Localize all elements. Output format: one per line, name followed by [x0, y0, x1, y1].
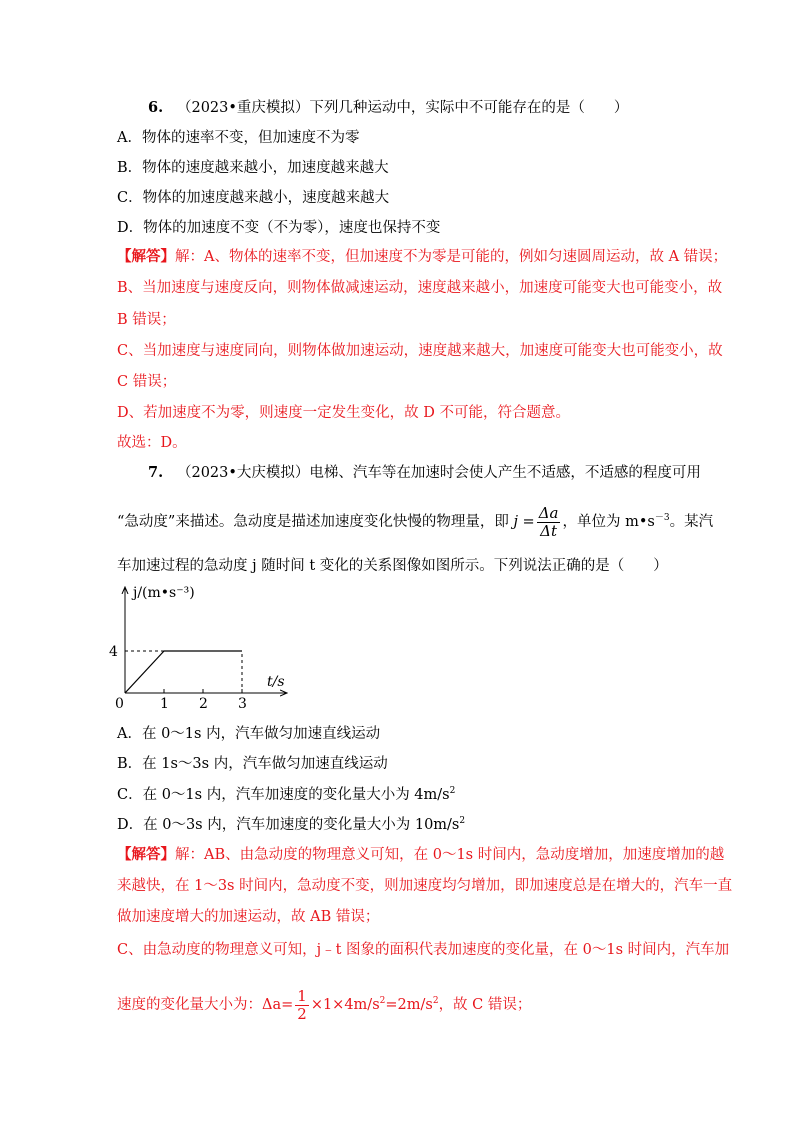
q7-option-c-text: C．在 0～1s 内，汽车加速度的变化量大小为 4m/s [117, 787, 450, 803]
x-axis-label: t/s [267, 674, 285, 690]
jerk-fraction [537, 505, 561, 540]
half-denominator: 2 [297, 1004, 307, 1023]
q6-stem-text: （2023•重庆模拟）下列几种运动中，实际中不可能存在的是（ ） [176, 100, 629, 116]
q6-stem [148, 98, 628, 118]
q6-answer-line-1 [117, 247, 727, 267]
x-tick-label: 3 [238, 696, 247, 712]
q7-option-d-text: D．在 0～3s 内，汽车加速度的变化量大小为 10m/s [117, 817, 460, 833]
q6-answer-text: 解：A、物体的速率不变，但加速度不为零是可能的，例如匀速圆周运动，故 A 错误； [175, 249, 728, 265]
q6-option-c: C．物体的加速度越来越小，速度越来越大 [117, 190, 390, 206]
q6-option-a: A．物体的速率不变，但加速度不为零 [117, 130, 360, 146]
q7-option-b [117, 754, 388, 774]
q6-option-b: B．物体的速度越来越小，加速度越来越大 [117, 160, 389, 176]
q6-answer-line-2: B、当加速度与速度反向，则物体做减速运动，速度越来越小，加速度可能变大也可能变小，故 [117, 280, 723, 296]
q7-option-a [117, 724, 380, 744]
origin-label: 0 [115, 696, 124, 712]
q7-stem-text-2c: 。某汽 [669, 514, 714, 530]
q6-answer-line-6: D、若加速度不为零，则速度一定发生变化，故 D 不可能，符合题意。 [117, 405, 570, 421]
fraction-numerator: Δa [538, 503, 559, 522]
q7-option-b-text: B．在 1s～3s 内，汽车做匀加速直线运动 [117, 756, 388, 772]
series-segment [125, 651, 164, 693]
q7-answer-line-3: 做加速度增大的加速运动，故 AB 错误； [117, 909, 380, 925]
q7-answer-text-5a: 速度的变化量大小为：Δa= [117, 997, 294, 1013]
half-numerator: 1 [297, 986, 307, 1005]
sup-2: 2 [432, 996, 439, 1006]
q6-answer-tag: 【解答】 [117, 248, 175, 265]
q7-answer-text-5b: ×1×4m/s [310, 997, 380, 1013]
half-fraction [295, 988, 309, 1023]
q6-answer-line-3: B 错误； [117, 312, 176, 328]
unit-exponent: －3 [654, 513, 670, 523]
q7-number: 7. [148, 464, 164, 481]
x-tick-label: 2 [199, 696, 208, 712]
q7-answer-line-5 [117, 985, 531, 1025]
y-axis-label: j/(m•s⁻³) [133, 585, 195, 601]
q7-answer-line-4: C、由急动度的物理意义可知，j﹣t 图象的面积代表加速度的变化量，在 0～1s 时间内，汽车加 [117, 942, 730, 958]
sup-1: 2 [379, 996, 386, 1006]
q7-answer-text-5d: ，故 C 错误； [438, 997, 532, 1013]
fraction-denominator: Δt [540, 521, 558, 540]
q7-option-d [117, 815, 465, 835]
q7-stem-line-1 [148, 463, 701, 483]
q7-option-a-text: A．在 0～1s 内，汽车做匀加速直线运动 [117, 726, 381, 742]
q6-option-d: D．物体的加速度不变（不为零），速度也保持不变 [117, 220, 441, 236]
q6-answer-line-4: C、当加速度与速度同向，则物体做加速运动，速度越来越大，加速度可能变大也可能变小，故 [117, 343, 723, 359]
q7-stem-text-2a: “急动度”来描述。急动度是描述加速度变化快慢的物理量，即 [117, 514, 509, 530]
formula-lhs: j = [513, 514, 535, 530]
jerk-time-graph [105, 582, 305, 712]
y-tick-label: 4 [109, 644, 118, 660]
q7-stem-line-3: 车加速过程的急动度 j 随时间 t 变化的关系图像如图所示。下列说法正确的是（ ） [117, 558, 668, 574]
q7-option-c-sup: 2 [449, 786, 456, 796]
q7-answer-text-5c: =2m/s [385, 997, 433, 1013]
q7-stem-line-2 [117, 502, 713, 542]
q7-stem-text-1: （2023•大庆模拟）电梯、汽车等在加速时会使人产生不适感，不适感的程度可用 [176, 465, 701, 481]
q7-option-d-sup: 2 [459, 816, 466, 826]
q6-answer-line-5: C 错误； [117, 374, 177, 390]
q7-option-c [117, 785, 455, 805]
q6-number: 6. [148, 99, 164, 116]
q7-answer-tag: 【解答】 [117, 846, 175, 863]
q7-answer-line-1 [117, 845, 724, 865]
q7-answer-text-1: 解：AB、由急动度的物理意义可知，在 0～1s 时间内，急动度增加，加速度增加的越 [175, 847, 725, 863]
q7-answer-line-2: 来越快，在 1～3s 时间内，急动度不变，则加速度均匀增加，即加速度总是在增大的，汽车一直 [117, 878, 733, 894]
q6-answer-line-7: 故选：D。 [117, 435, 187, 451]
x-tick-label: 1 [160, 696, 169, 712]
q7-stem-text-2b: ，单位为 m•s [562, 514, 655, 530]
